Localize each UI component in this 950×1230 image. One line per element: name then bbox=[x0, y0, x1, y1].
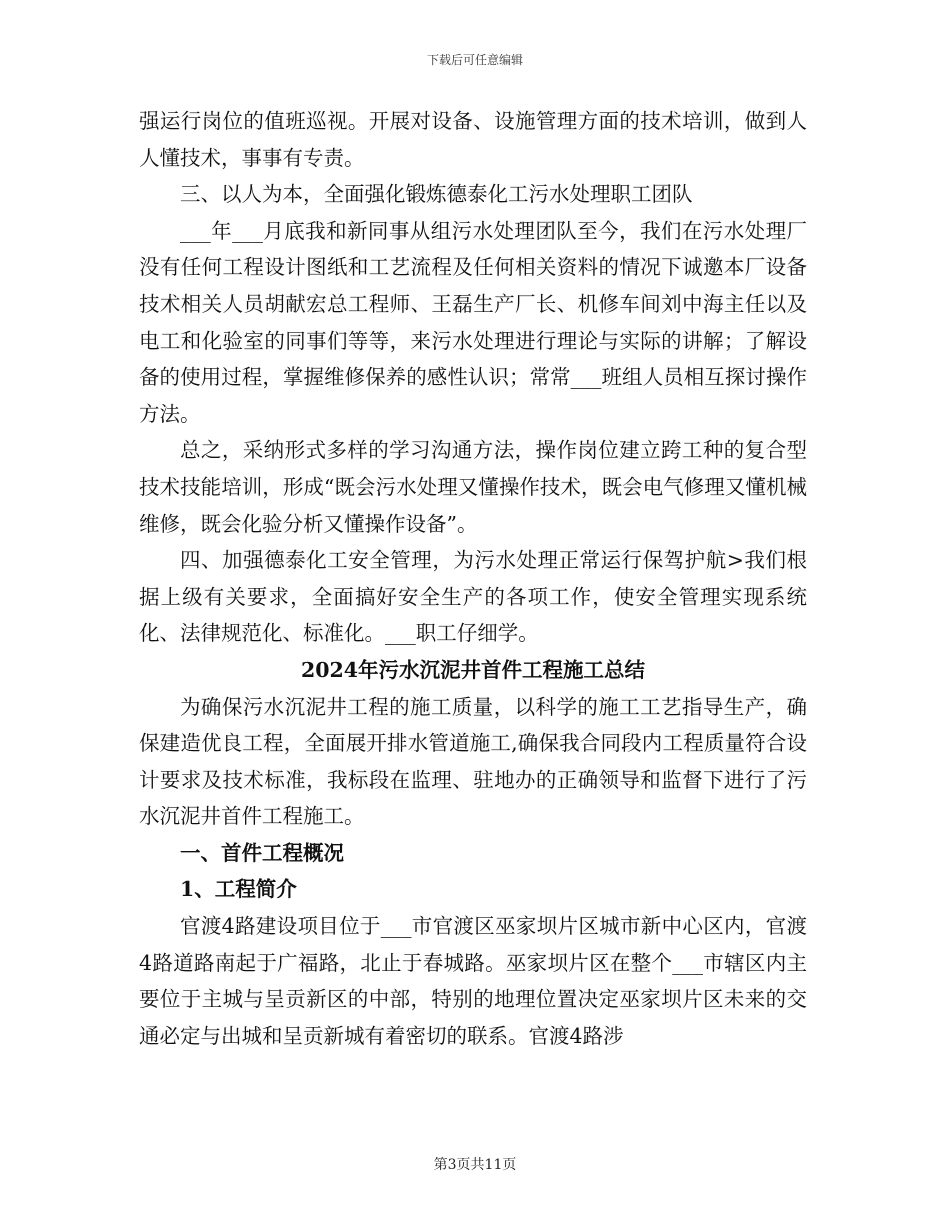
subsection-heading: 1、工程简介 bbox=[180, 877, 297, 902]
page-header: 下载后可任意编辑 bbox=[426, 53, 523, 67]
paragraph: 为确保污水沉泥井工程的施工质量，以科学的施工工艺指导生产，确保建造优良工程，全面展开排水管道施工,确保我合同段内工程质量符合设计要求及技术标准，我标段在监理、驻地办的正确领导和监督下进行了污水沉泥井首件工程施工。 bbox=[139, 694, 807, 829]
section-heading: 一、首件工程概况 bbox=[180, 840, 344, 865]
document-body bbox=[139, 103, 807, 1054]
paragraph: 总之，采纳形式多样的学习沟通方法，操作岗位建立跨工种的复合型技术技能培训，形成“既会污水处理又懂操作技术，既会电气修理又懂机械维修，既会化验分析又懂操作设备”。 bbox=[139, 438, 807, 536]
section-heading: 三、以人为本，全面强化锻炼德泰化工污水处理职工团队 bbox=[180, 182, 693, 207]
paragraph: 强运行岗位的值班巡视。开展对设备、设施管理方面的技术培训，做到人人懂技术，事事有专责。 bbox=[139, 109, 807, 170]
document-title: 2024年污水沉泥井首件工程施工总结 bbox=[300, 657, 646, 682]
paragraph: 四、加强德泰化工安全管理，为污水处理正常运行保驾护航>我们根据上级有关要求，全面搞好安全生产的各项工作，使安全管理实现系统化、法律规范化、标准化。___职工仔细学。 bbox=[139, 548, 807, 646]
paragraph: 官渡4路建设项目位于___市官渡区巫家坝片区城市新中心区内，官渡4路道路南起于广福路，北止于春城路。巫家坝片区在整个___市辖区内主要位于主城与呈贡新区的中部，特别的地理位置决定巫家坝片区未来的交通必定与出城和呈贡新城有着密切的联系。官渡4路涉 bbox=[139, 914, 807, 1048]
paragraph: ___年___月底我和新同事从组污水处理团队至今，我们在污水处理厂没有任何工程设计图纸和工艺流程及任何相关资料的情况下诚邀本厂设备技术相关人员胡献宏总工程师、王磊生产厂长、机修车间刘中海主任以及电工和化验室的同事们等等，来污水处理进行理论与实际的讲解；了解设备的使用过程，掌握维修保养的感性认识；常常___班组人员相互探讨操作方法。 bbox=[139, 218, 807, 426]
page-footer: 第3页共11页 bbox=[433, 1157, 517, 1173]
